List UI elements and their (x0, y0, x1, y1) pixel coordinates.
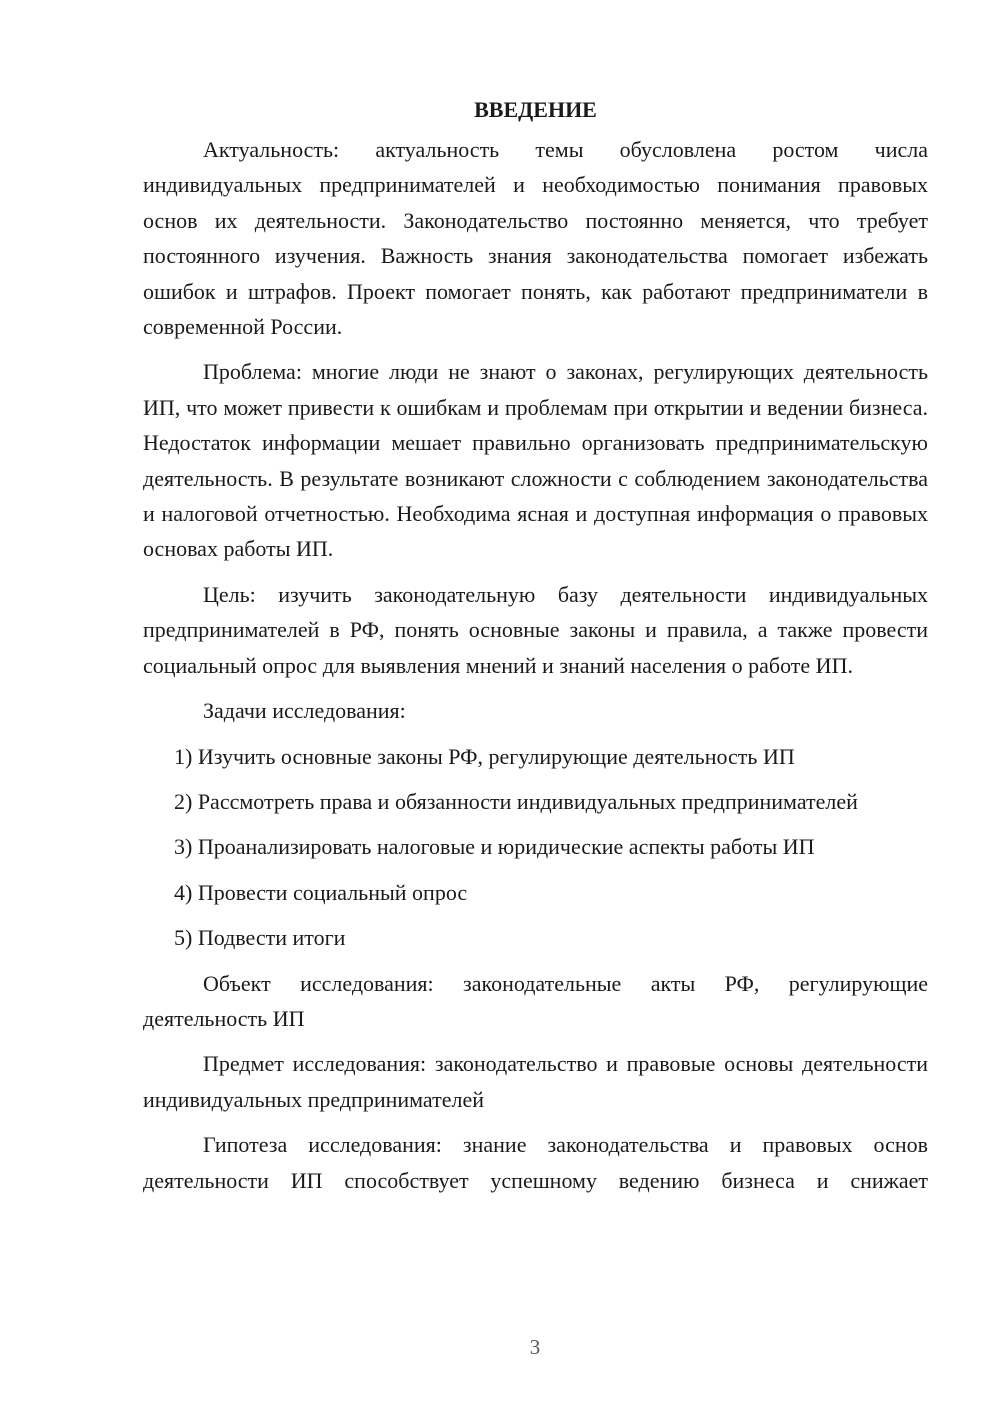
subject-paragraph: Предмет исследования: законодательство и правовые основы деятельности индивидуальных предпринимателей (143, 1051, 928, 1112)
object-paragraph: Объект исследования: законодательные акты РФ, регулирующие деятельность ИП (143, 970, 928, 1031)
task-item-4: 4) Провести социальный опрос (174, 879, 468, 905)
document-page (143, 92, 928, 1208)
tasks-heading: Задачи исследования: (203, 698, 406, 724)
goal-paragraph: Цель: изучить законодательную базу деятельности индивидуальных предпринимателей в РФ, понять основные законы и правила, а также провести социальный опрос для выявления мнений и знаний населения о работе ИП. (143, 581, 928, 678)
task-item-3: 3) Проанализировать налоговые и юридические аспекты работы ИП (174, 834, 815, 860)
task-item-2: 2) Рассмотреть права и обязанности индивидуальных предпринимателей (174, 788, 858, 814)
section-title: ВВЕДЕНИЕ (474, 97, 597, 122)
problem-paragraph: Проблема: многие люди не знают о законах, регулирующих деятельность ИП, что может привести к ошибкам и проблемам при открытии и ведении бизнеса. Недостаток информации мешает правильно организовать предпринимательскую деятельность. В результате возникают сложности с соблюдением законодательства и налоговой отчетностью. Необходима ясная и доступная информация о правовых основах работы ИП. (143, 359, 928, 562)
hypothesis-paragraph: Гипотеза исследования: знание законодательства и правовых основ деятельности ИП способствует успешному ведению бизнеса и снижает (143, 1132, 928, 1193)
task-item-1: 1) Изучить основные законы РФ, регулирующие деятельность ИП (174, 743, 795, 769)
page-number: 3 (529, 1335, 541, 1359)
relevance-paragraph: Актуальность: актуальность темы обусловлена ростом числа индивидуальных предпринимателей и необходимостью понимания правовых основ их деятельности. Законодательство постоянно меняется, что требует постоянного изучения. Важность знания законодательства помогает избежать ошибок и штрафов. Проект помогает понять, как работают предприниматели в современной России. (143, 137, 928, 340)
task-item-5: 5) Подвести итоги (174, 925, 346, 951)
